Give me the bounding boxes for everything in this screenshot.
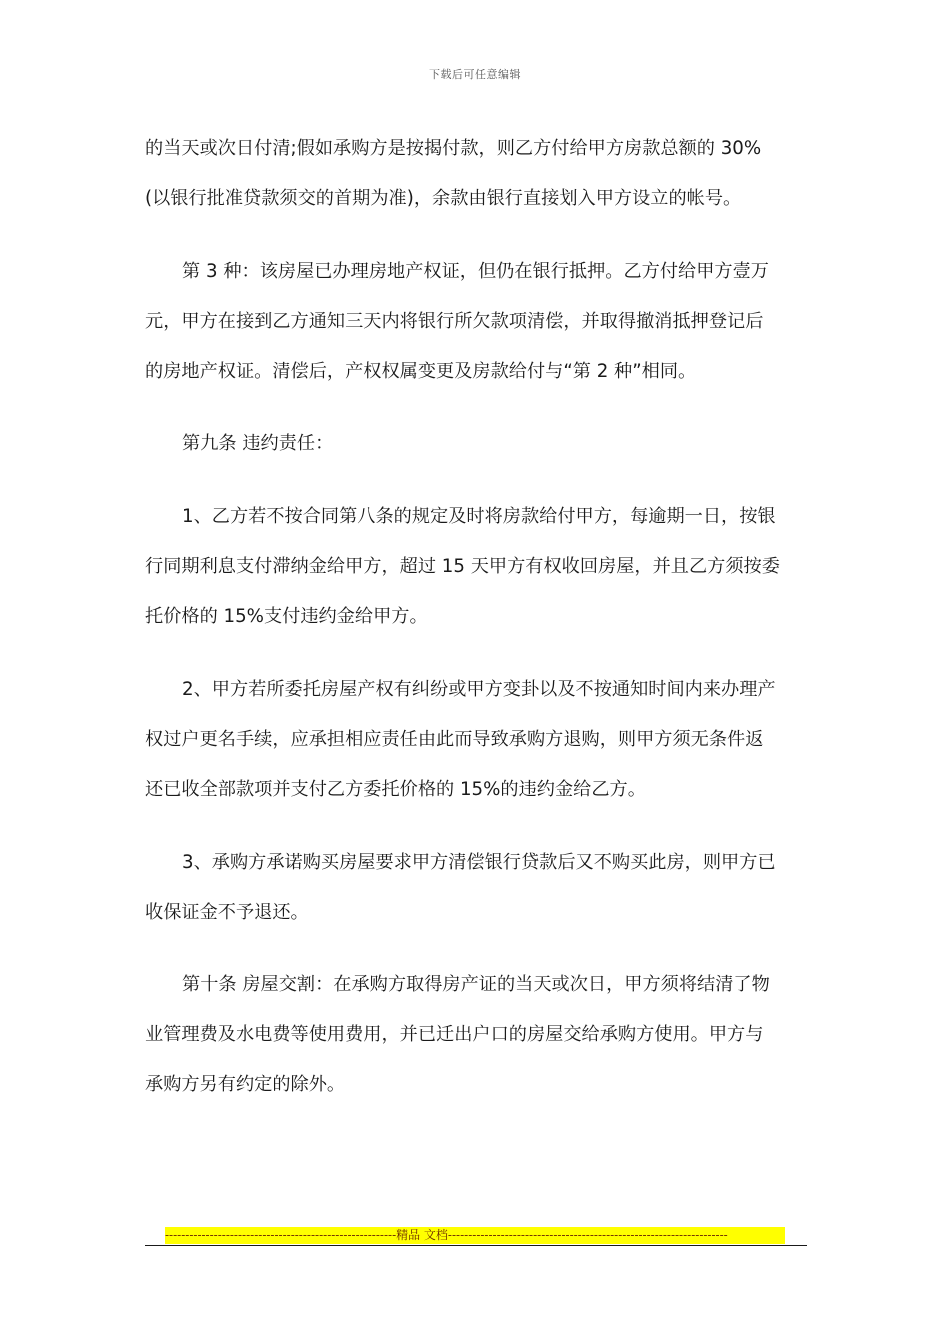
text-line: 行同期利息支付滞纳金给甲方，超过 15 天甲方有权收回房屋，并且乙方须按委 — [145, 556, 780, 577]
text-line: 的当天或次日付清;假如承购方是按揭付款，则乙方付给甲方房款总额的 30% — [145, 138, 762, 159]
text-line: 还已收全部款项并支付乙方委托价格的 15%的违约金给乙方。 — [145, 779, 646, 800]
paragraph-first-line: 2、甲方若所委托房屋产权有纠纷或甲方变卦以及不按通知时间内来办理产 — [182, 679, 776, 700]
text-line: 的房地产权证。清偿后，产权权属变更及房款给付与“第 2 种”相同。 — [145, 361, 697, 382]
paragraph-first-line: 1、乙方若不按合同第八条的规定及时将房款给付甲方，每逾期一日，按银 — [182, 506, 776, 527]
paragraph-first-line: 第 3 种：该房屋已办理房地产权证，但仍在银行抵押。乙方付给甲方壹万 — [182, 261, 769, 282]
text-line: 托价格的 15%支付违约金给甲方。 — [145, 606, 428, 627]
text-line: 权过户更名手续，应承担相应责任由此而导致承购方退购，则甲方须无条件返 — [145, 729, 764, 750]
text-line: 承购方另有约定的除外。 — [145, 1074, 346, 1095]
text-line: 业管理费及水电费等使用费用，并已迁出户口的房屋交给承购方使用。甲方与 — [145, 1024, 764, 1045]
paragraph-first-line: 3、承购方承诺购买房屋要求甲方清偿银行贷款后又不购买此房，则甲方已 — [182, 852, 776, 873]
paragraph-first-line: 第十条 房屋交割：在承购方取得房产证的当天或次日，甲方须将结清了物 — [182, 974, 770, 995]
footer-banner: ---------------------------------------------------------精品 文档--------------------------------------------------------------------- — [165, 1227, 785, 1244]
section-heading: 第九条 违约责任： — [182, 433, 334, 454]
text-line: (以银行批准贷款须交的首期为准)，余款由银行直接划入甲方设立的帐号。 — [145, 188, 742, 209]
text-line: 收保证金不予退还。 — [145, 902, 309, 923]
footer-divider — [145, 1245, 807, 1246]
page-header: 下载后可任意编辑 — [429, 68, 521, 81]
text-line: 元，甲方在接到乙方通知三天内将银行所欠款项清偿，并取得撤消抵押登记后 — [145, 311, 764, 332]
